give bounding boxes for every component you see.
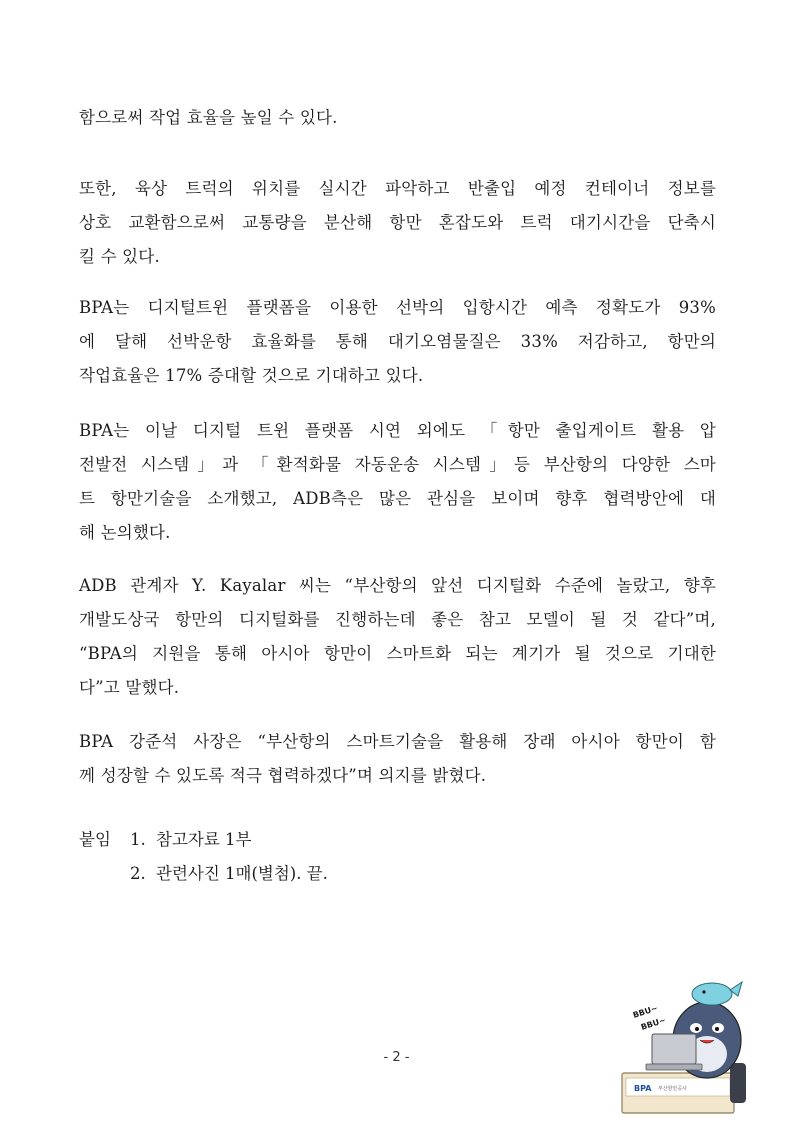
paragraph-5 xyxy=(79,569,716,705)
text-line: 트 항만기술을 소개했고, ADB측은 많은 관심을 보이며 향후 협력방안에 대 xyxy=(79,489,716,508)
attachments-label: 붙임 xyxy=(79,830,111,849)
sound-text-1: BBU~ xyxy=(631,1003,659,1020)
laptop-screen xyxy=(652,1034,696,1064)
laptop-base xyxy=(646,1064,702,1070)
desk-logo: BPA xyxy=(634,1084,652,1093)
text-line: BPA는 디지털트윈 플랫폼을 이용한 선박의 입항시간 예측 정확도가 93% xyxy=(79,298,716,317)
paragraph-1 xyxy=(79,101,716,135)
attachment-number: 2. xyxy=(130,864,146,883)
paragraph-4 xyxy=(79,414,716,550)
whale-eye-left xyxy=(695,1027,699,1031)
text-line: 개발도상국 항만의 디지털화를 진행하는데 좋은 참고 모델이 될 것 같다”며, xyxy=(79,610,716,629)
text-line: BPA는 이날 디지털 트윈 플랫폼 시연 외에도 「항만 출입게이트 활용 압 xyxy=(79,421,716,440)
dolphin-body xyxy=(692,983,732,1005)
attachment-item xyxy=(79,857,328,891)
text-line: ADB 관계자 Y. Kayalar 씨는 “부산항의 앞선 디지털화 수준에 놀랐고, 향후 xyxy=(79,576,716,595)
paragraph-3 xyxy=(79,291,716,393)
paragraph-2 xyxy=(79,172,716,274)
attachment-text: 참고자료 1부 xyxy=(156,830,252,849)
text-line: 상호 교환함으로써 교통량을 분산해 항만 혼잡도와 트럭 대기시간을 단축시 xyxy=(79,213,716,232)
whale-eye-right xyxy=(715,1027,719,1031)
text-line: “BPA의 지원을 통해 아시아 항만이 스마트화 되는 계기가 될 것으로 기대한 xyxy=(79,644,716,663)
text-line: 께 성장할 수 있도록 적극 협력하겠다”며 의지를 밝혔다. xyxy=(79,766,487,785)
attachment-number: 1. xyxy=(130,830,146,849)
text-line: 함으로써 작업 효율을 높일 수 있다. xyxy=(79,108,338,127)
attachment-item xyxy=(79,823,328,857)
bpa-mascot-illustration xyxy=(612,968,772,1118)
text-line: 작업효율은 17% 증대할 것으로 기대하고 있다. xyxy=(79,366,424,385)
text-line: 전발전 시스템」과 「환적화물 자동운송 시스템」등 부산항의 다양한 스마 xyxy=(79,455,716,474)
text-line: BPA 강준석 사장은 “부산항의 스마트기술을 활용해 장래 아시아 항만이 함 xyxy=(79,732,716,751)
text-line: 또한, 육상 트럭의 위치를 실시간 파악하고 반출입 예정 컨테이너 정보를 xyxy=(79,179,716,198)
paragraph-6 xyxy=(79,725,716,793)
chair-shape xyxy=(730,1063,746,1103)
page-number: - 2 - xyxy=(383,1050,410,1065)
desk-logo-sub: 부산항만공사 xyxy=(658,1086,687,1092)
text-line: 다”고 말했다. xyxy=(79,678,180,697)
sound-text-2: BBU~ xyxy=(639,1015,667,1032)
attachments-list xyxy=(79,823,328,891)
text-line: 에 달해 선박운항 효율화를 통해 대기오염물질은 33% 저감하고, 항만의 xyxy=(79,332,716,351)
text-line: 해 논의했다. xyxy=(79,523,171,542)
dolphin-eye xyxy=(702,990,705,993)
text-line: 킬 수 있다. xyxy=(79,247,160,266)
attachment-text: 관련사진 1매(별첨). 끝. xyxy=(156,864,328,883)
